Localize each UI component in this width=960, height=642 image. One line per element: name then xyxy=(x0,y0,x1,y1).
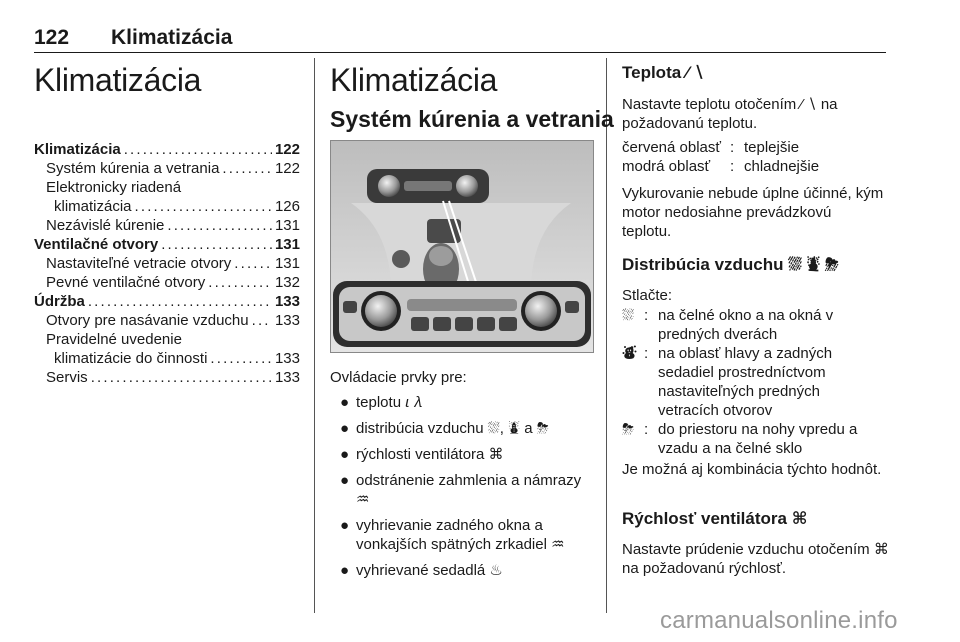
bullet-icon: ● xyxy=(340,394,350,411)
climate-control-photo xyxy=(330,140,594,353)
temperature-definitions xyxy=(622,138,884,176)
definition-desc: chladnejšie xyxy=(744,158,820,175)
toc-entry-label: klimatizácie do činnosti xyxy=(54,350,208,367)
toc-entry-page: 133 xyxy=(274,312,300,329)
list-item-text: teplotu 𝜄 𝜆 xyxy=(356,394,422,411)
bullet-icon: ● xyxy=(340,472,350,489)
toc-entry-page: 122 xyxy=(274,160,300,177)
windscreen-air-icon: ⛆ xyxy=(622,307,635,324)
list-item-text: rýchlosti ventilátora ⌘ xyxy=(356,446,504,463)
definition-term: modrá oblasť xyxy=(622,158,711,175)
table-of-contents xyxy=(34,140,300,387)
toc-leader-dots xyxy=(222,159,272,178)
head-air-icon: ⛇ xyxy=(622,345,638,362)
definition-row xyxy=(622,344,884,420)
toc-entry[interactable] xyxy=(34,292,300,311)
page-number: 122 xyxy=(34,26,70,49)
main-column xyxy=(330,58,614,579)
toc-entry-label: Ventilačné otvory xyxy=(34,236,159,253)
toc-entry-page: 133 xyxy=(274,350,300,367)
toc-entry[interactable] xyxy=(34,311,300,330)
definition-desc: na čelné okno a na okná v predných dverách xyxy=(658,307,834,343)
toc-entry[interactable] xyxy=(34,254,300,273)
toc-entry-label: Otvory pre nasávanie vzduchu xyxy=(46,312,249,329)
temperature-note: Vykurovanie nebude úplne účinné, kým motor nedosiahne prevádzkovú teplotu. xyxy=(622,185,884,240)
toc-entry-label: klimatizácia xyxy=(54,198,132,215)
distribution-heading xyxy=(622,254,839,276)
section-subheading: Systém kúrenia a vetrania xyxy=(330,106,614,132)
toc-entry-label: Servis xyxy=(46,369,88,386)
definition-separator: : xyxy=(644,307,649,324)
toc-entry[interactable] xyxy=(34,178,300,197)
toc-leader-dots xyxy=(135,197,272,216)
toc-entry-label: Pravidelné uvedenie xyxy=(46,331,182,348)
windscreen-air-icon: ⛆ xyxy=(788,255,802,274)
bullet-icon: ● xyxy=(340,517,350,534)
toc-leader-dots xyxy=(208,273,272,292)
toc-entry-page: 133 xyxy=(274,293,300,310)
column-divider xyxy=(314,58,315,613)
controls-list xyxy=(330,393,592,587)
toc-entry[interactable] xyxy=(34,368,300,387)
definition-separator: : xyxy=(644,421,649,438)
list-item-text: vyhrievané sedadlá ♨ xyxy=(356,562,503,579)
toc-leader-dots xyxy=(124,140,272,159)
definition-row xyxy=(622,306,884,344)
list-item xyxy=(330,419,592,438)
list-item-text: odstránenie zahmlenia a námrazy ♒ xyxy=(356,472,582,508)
list-item xyxy=(330,516,592,554)
toc-entry-label: Nezávislé kúrenie xyxy=(46,217,165,234)
toc-entry[interactable] xyxy=(34,159,300,178)
toc-entry[interactable] xyxy=(34,349,300,368)
bullet-icon: ● xyxy=(340,562,350,579)
list-item-text: vyhrievanie zadného okna a vonkajších spätných zrkadiel ♒ xyxy=(356,517,565,553)
column-divider xyxy=(606,58,607,613)
list-item xyxy=(330,445,592,464)
toc-leader-dots xyxy=(210,349,272,368)
toc-entry[interactable] xyxy=(34,330,300,349)
toc-entry-label: Nastaviteľné vetracie otvory xyxy=(46,255,232,272)
temperature-text: Nastavte teplotu otočením ⁄ ∖ na požadovanú teplotu. xyxy=(622,96,838,132)
watermark: carmanualsonline.info xyxy=(660,607,898,634)
foot-air-icon: ⛈ xyxy=(622,421,635,438)
toc-entry-label: Elektronicky riadená xyxy=(46,179,182,196)
definition-desc: teplejšie xyxy=(744,139,800,156)
definition-separator: : xyxy=(730,139,735,156)
toc-entry-label: Klimatizácia xyxy=(34,141,121,158)
bullet-icon: ● xyxy=(340,420,350,437)
toc-entry-page: 133 xyxy=(274,369,300,386)
distribution-definitions xyxy=(622,306,884,458)
toc-entry[interactable] xyxy=(34,140,300,159)
toc-leader-dots xyxy=(161,235,272,254)
toc-entry-page: 131 xyxy=(274,255,300,272)
toc-entry[interactable] xyxy=(34,273,300,292)
head-air-icon: ⛇ xyxy=(806,255,821,274)
running-title: Klimatizácia xyxy=(111,26,233,49)
page-header xyxy=(34,12,886,53)
section-heading: Klimatizácia xyxy=(330,62,498,98)
definition-row xyxy=(622,420,884,458)
definition-separator: : xyxy=(730,158,735,175)
toc-entry-label: Údržba xyxy=(34,293,85,310)
distribution-note: Je možná aj kombinácia týchto hodnôt. xyxy=(622,461,882,478)
list-item xyxy=(330,471,592,509)
definition-separator: : xyxy=(644,345,649,362)
list-item xyxy=(330,393,592,412)
definition-row xyxy=(622,138,884,157)
distribution-title: Distribúcia vzduchu xyxy=(622,255,784,274)
bullet-icon: ● xyxy=(340,446,350,463)
toc-leader-dots xyxy=(88,292,272,311)
definition-desc: do priestoru na nohy vpredu a vzadu a na čelné sklo xyxy=(658,421,858,457)
toc-leader-dots xyxy=(234,254,272,273)
list-item xyxy=(330,561,592,580)
toc-column xyxy=(34,58,300,386)
chapter-heading: Klimatizácia xyxy=(34,62,202,98)
toc-entry-page: 132 xyxy=(274,274,300,291)
toc-entry-page: 126 xyxy=(274,198,300,215)
fan-speed-heading: Rýchlosť ventilátora ⌘ xyxy=(622,509,808,528)
foot-air-icon: ⛈ xyxy=(824,255,839,274)
toc-entry[interactable] xyxy=(34,197,300,216)
controls-intro: Ovládacie prvky pre: xyxy=(330,369,467,386)
toc-leader-dots xyxy=(252,311,272,330)
definition-desc: na oblasť hlavy a zadných sedadiel prostredníctvom nastaviteľných predných vetracích otvorov xyxy=(658,345,833,419)
temperature-heading: Teplota ⁄ ∖ xyxy=(622,63,706,82)
toc-entry[interactable] xyxy=(34,216,300,235)
toc-entry[interactable] xyxy=(34,235,300,254)
definition-row xyxy=(622,157,884,176)
fan-speed-text: Nastavte prúdenie vzduchu otočením ⌘ na požadovanú rýchlosť. xyxy=(622,541,889,577)
toc-entry-label: Systém kúrenia a vetrania xyxy=(46,160,220,177)
distribution-lead: Stlačte: xyxy=(622,287,673,304)
toc-leader-dots xyxy=(167,216,272,235)
toc-entry-page: 122 xyxy=(274,141,300,158)
toc-leader-dots xyxy=(91,368,272,387)
definition-term: červená oblasť xyxy=(622,139,722,156)
toc-entry-label: Pevné ventilačné otvory xyxy=(46,274,206,291)
toc-entry-page: 131 xyxy=(274,236,300,253)
list-item-text: distribúcia vzduchu ⛆, ⛇ a ⛈ xyxy=(356,420,549,437)
toc-entry-page: 131 xyxy=(274,217,300,234)
